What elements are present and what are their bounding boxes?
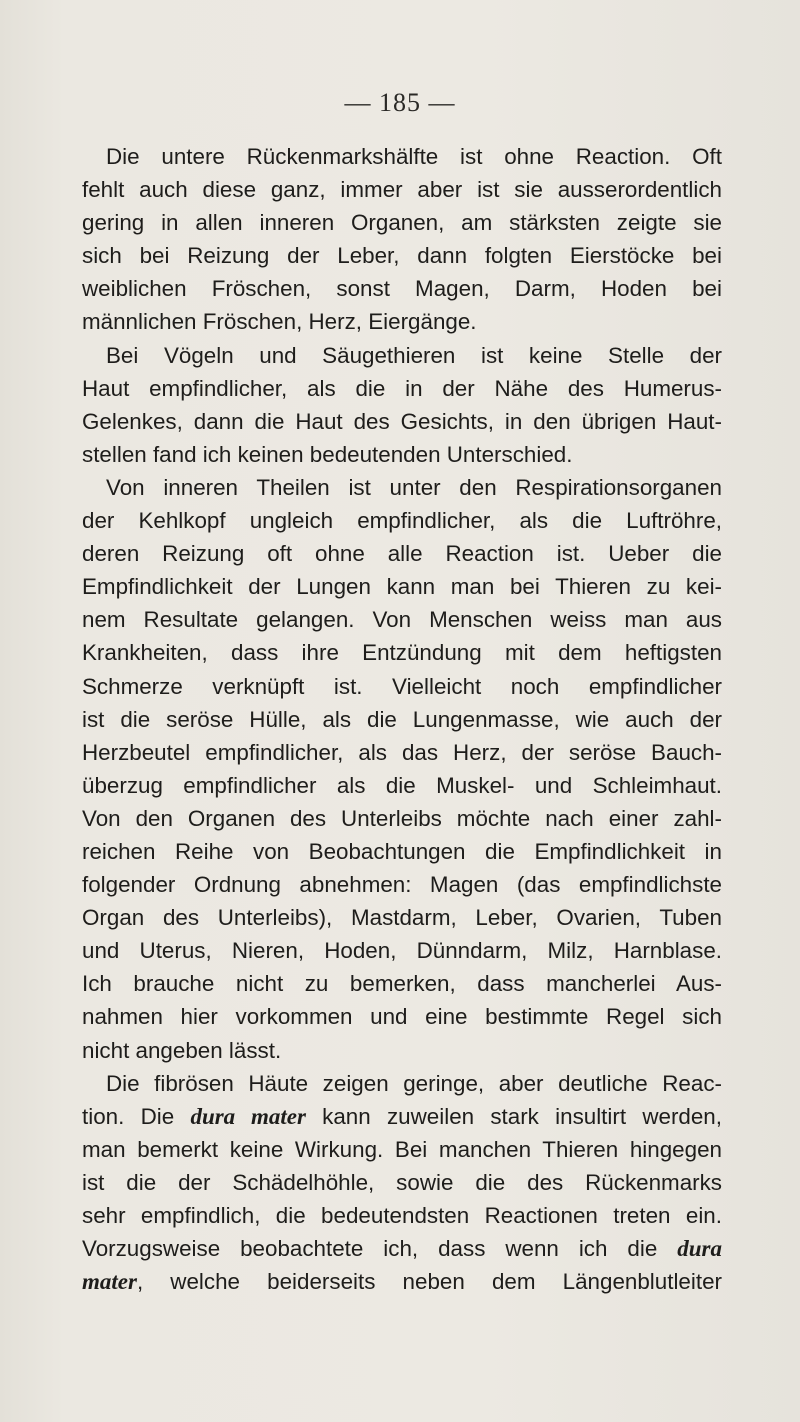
text-segment: kann zuweilen stark insultirt werden,	[305, 1103, 722, 1129]
text-line	[82, 1265, 722, 1298]
text-line: sich bei Reizung der Leber, dann folgten Eierstöcke bei	[82, 243, 722, 269]
text-line: Ich brauche nicht zu bemerken, dass mancherlei Aus-	[82, 971, 722, 997]
text-line: Von inneren Theilen ist unter den Respirationsorganen	[106, 474, 722, 500]
italic-term: mater	[82, 1269, 137, 1295]
text-segment: Vorzugsweise beobachtete ich, dass wenn ich die	[82, 1236, 678, 1262]
text-line: Die fibrösen Häute zeigen geringe, aber deutliche Reac-	[106, 1070, 722, 1096]
text-line: stellen fand ich keinen bedeutenden Unterschied.	[82, 441, 573, 467]
text-line: ist die seröse Hülle, als die Lungenmasse, wie auch der	[82, 706, 722, 732]
text-line: folgender Ordnung abnehmen: Magen (das empfindlichste	[82, 872, 722, 898]
text-line: nahmen hier vorkommen und eine bestimmte Regel sich	[82, 1004, 722, 1030]
text-line: deren Reizung oft ohne alle Reaction ist. Ueber die	[82, 541, 722, 567]
text-line: Bei Vögeln und Säugethieren ist keine Stelle der	[106, 342, 722, 368]
text-line: Organ des Unterleibs), Mastdarm, Leber, Ovarien, Tuben	[82, 905, 722, 931]
text-line: und Uterus, Nieren, Hoden, Dünndarm, Milz, Harnblase.	[82, 938, 722, 964]
text-line: Die untere Rückenmarkshälfte ist ohne Reaction. Oft	[106, 144, 722, 169]
text-line: Von den Organen des Unterleibs möchte nach einer zahl-	[82, 805, 722, 831]
text-line: der Kehlkopf ungleich empfindlicher, als die Luftröhre,	[82, 508, 722, 534]
text-line: nicht angeben lässt.	[82, 1037, 282, 1063]
text-line: überzug empfindlicher als die Muskel- und Schleimhaut.	[82, 772, 722, 798]
text-line: Haut empfindlicher, als die in der Nähe des Humerus-	[82, 375, 722, 401]
italic-term: dura mater	[190, 1103, 306, 1129]
text-segment: , welche beiderseits neben dem Längenblutleiter	[136, 1269, 722, 1295]
text-line: Herzbeutel empfindlicher, als das Herz, der seröse Bauch-	[82, 739, 722, 765]
italic-term: dura	[677, 1236, 722, 1262]
text-line: nem Resultate gelangen. Von Menschen weiss man aus	[82, 607, 722, 633]
text-line: männlichen Fröschen, Herz, Eiergänge.	[82, 309, 477, 335]
text-line: Krankheiten, dass ihre Entzündung mit dem heftigsten	[82, 640, 722, 666]
text-line: Gelenkes, dann die Haut des Gesichts, in den übrigen Haut-	[82, 408, 722, 434]
text-line: man bemerkt keine Wirkung. Bei manchen Thieren hingegen	[82, 1136, 722, 1162]
text-line: gering in allen inneren Organen, am stärksten zeigte sie	[82, 210, 722, 236]
text-line	[82, 1100, 722, 1133]
body-text	[82, 140, 722, 1298]
text-line: Empfindlichkeit der Lungen kann man bei Thieren zu kei-	[82, 574, 722, 600]
text-segment: tion. Die	[82, 1103, 191, 1129]
text-line: ist die der Schädelhöhle, sowie die des Rückenmarks	[82, 1169, 722, 1195]
page-number: — 185 —	[344, 88, 456, 117]
text-line: Schmerze verknüpft ist. Vielleicht noch empfindlicher	[82, 673, 722, 699]
text-line: fehlt auch diese ganz, immer aber ist sie ausserordentlich	[82, 177, 722, 203]
text-line: reichen Reihe von Beobachtungen die Empfindlichkeit in	[82, 838, 722, 864]
text-line: sehr empfindlich, die bedeutendsten Reactionen treten ein.	[82, 1203, 722, 1228]
text-line: weiblichen Fröschen, sonst Magen, Darm, Hoden bei	[82, 276, 722, 302]
text-line	[82, 1232, 722, 1265]
